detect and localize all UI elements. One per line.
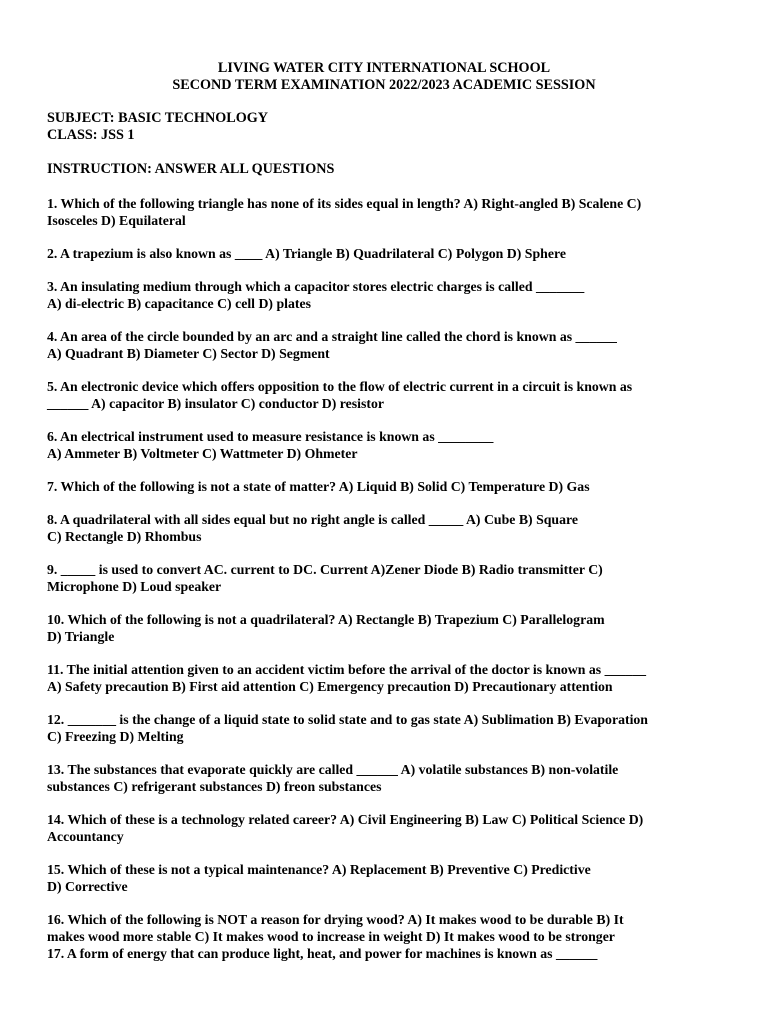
question-line: 13. The substances that evaporate quickly are called ______ A) volatile substances B) non-volatile (47, 762, 619, 777)
question-line: 4. An area of the circle bounded by an arc and a straight line called the chord is known as ______ (47, 329, 617, 344)
question-line: A) Safety precaution B) First aid attention C) Emergency precaution D) Precautionary attention (47, 679, 613, 694)
question-item (47, 428, 722, 462)
question-line: ______ A) capacitor B) insulator C) conductor D) resistor (47, 396, 384, 411)
question-line: C) Rectangle D) Rhombus (47, 529, 202, 544)
question-line: 5. An electronic device which offers opposition to the flow of electric current in a circuit is known as (47, 379, 633, 394)
question-line: 17. A form of energy that can produce light, heat, and power for machines is known as ______ (47, 946, 598, 961)
instruction-line: INSTRUCTION: ANSWER ALL QUESTIONS (47, 161, 335, 177)
question-line: 14. Which of these is a technology related career? A) Civil Engineering B) Law C) Political Science D) (47, 812, 644, 827)
question-item (47, 195, 722, 229)
question-line: Accountancy (47, 829, 124, 844)
question-line: 11. The initial attention given to an accident victim before the arrival of the doctor is known as ______ (47, 662, 646, 677)
question-line: 2. A trapezium is also known as ____ A) Triangle B) Quadrilateral C) Polygon D) Sphere (47, 246, 566, 261)
question-line: 7. Which of the following is not a state of matter? A) Liquid B) Solid C) Temperature D) Gas (47, 479, 590, 494)
question-line: C) Freezing D) Melting (47, 729, 184, 744)
question-line: Isosceles D) Equilateral (47, 213, 186, 228)
question-item (47, 278, 722, 312)
question-line: 1. Which of the following triangle has none of its sides equal in length? A) Right-angled B) Scalene C) (47, 196, 642, 211)
question-item (47, 511, 722, 545)
question-item (47, 245, 722, 262)
question-item (47, 328, 722, 362)
document-header (0, 60, 768, 94)
question-line: 15. Which of these is not a typical maintenance? A) Replacement B) Preventive C) Predictive (47, 862, 591, 877)
question-item (47, 945, 722, 962)
question-line: 10. Which of the following is not a quadrilateral? A) Rectangle B) Trapezium C) Parallelogram (47, 612, 605, 627)
question-line: D) Triangle (47, 629, 115, 644)
exam-meta (47, 110, 268, 144)
question-item (47, 761, 722, 795)
question-line: A) di-electric B) capacitance C) cell D) plates (47, 296, 311, 311)
question-line: 8. A quadrilateral with all sides equal but no right angle is called _____ A) Cube B) Square (47, 512, 578, 527)
question-item (47, 661, 722, 695)
question-line: 3. An insulating medium through which a capacitor stores electric charges is called _______ (47, 279, 585, 294)
question-line: 12. _______ is the change of a liquid state to solid state and to gas state A) Sublimation B) Evaporation (47, 712, 648, 727)
class-line: CLASS: JSS 1 (47, 127, 135, 143)
question-item (47, 711, 722, 745)
question-line: D) Corrective (47, 879, 128, 894)
question-line: 16. Which of the following is NOT a reason for drying wood? A) It makes wood to be durable B) It (47, 912, 624, 927)
question-item (47, 561, 722, 595)
question-line: A) Ammeter B) Voltmeter C) Wattmeter D) Ohmeter (47, 446, 358, 461)
question-item (47, 478, 722, 495)
question-item (47, 811, 722, 845)
question-item (47, 861, 722, 895)
question-line: substances C) refrigerant substances D) freon substances (47, 779, 382, 794)
question-line: 9. _____ is used to convert AC. current to DC. Current A)Zener Diode B) Radio transmitter C) (47, 562, 603, 577)
question-line: 6. An electrical instrument used to measure resistance is known as ________ (47, 429, 494, 444)
question-item (47, 611, 722, 645)
question-line: Microphone D) Loud speaker (47, 579, 222, 594)
question-item (47, 378, 722, 412)
school-name: LIVING WATER CITY INTERNATIONAL SCHOOL (217, 60, 551, 76)
question-item (47, 911, 722, 945)
exam-title: SECOND TERM EXAMINATION 2022/2023 ACADEMIC SESSION (172, 77, 596, 93)
question-line: makes wood more stable C) It makes wood to increase in weight D) It makes wood to be stronger (47, 929, 615, 944)
question-list (47, 195, 722, 962)
question-line: A) Quadrant B) Diameter C) Sector D) Segment (47, 346, 330, 361)
subject-line: SUBJECT: BASIC TECHNOLOGY (47, 110, 269, 126)
